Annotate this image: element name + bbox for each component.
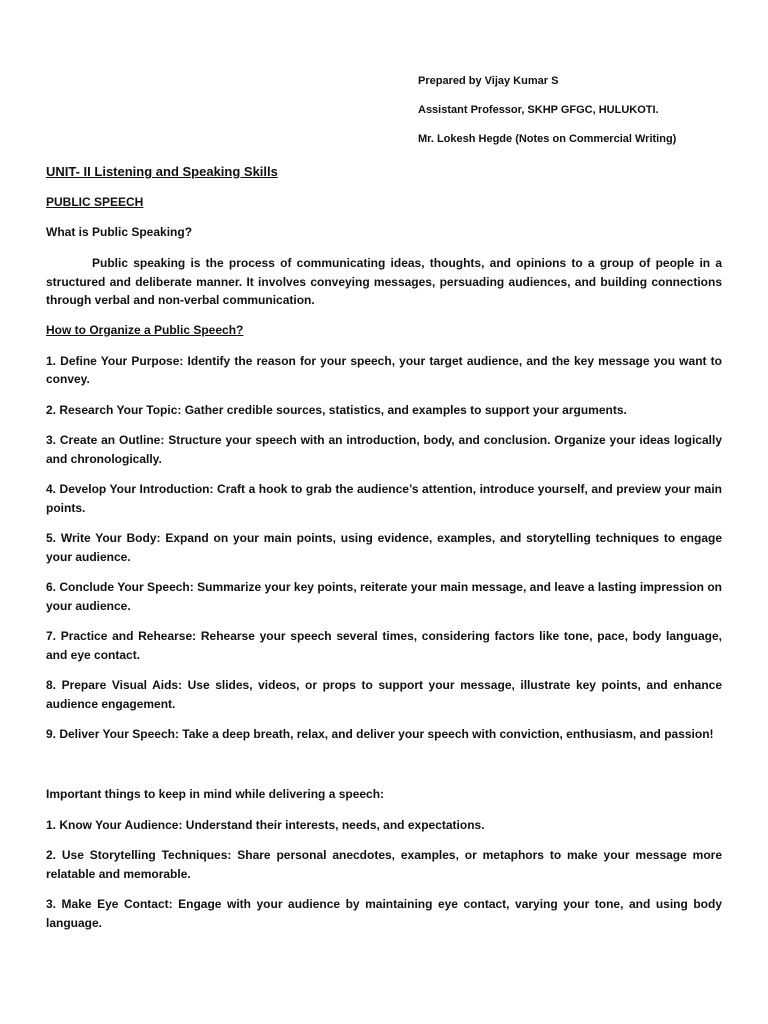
tip-item: 2. Use Storytelling Techniques: Share personal anecdotes, examples, or metaphors to make your message more relatable and memorable.	[46, 848, 722, 881]
organize-step: 1. Define Your Purpose: Identify the reason for your speech, your target audience, and the key message you want to convey.	[46, 353, 722, 386]
tips-heading: Important things to keep in mind while delivering a speech:	[46, 786, 385, 801]
organize-step: 5. Write Your Body: Expand on your main points, using evidence, examples, and storytelling techniques to engage your audience.	[46, 531, 722, 564]
section-spacer	[46, 756, 722, 786]
unit-title: UNIT- II Listening and Speaking Skills	[46, 164, 278, 179]
designation-line: Assistant Professor, SKHP GFGC, HULUKOTI.	[418, 104, 659, 116]
tip-item: 1. Know Your Audience: Understand their interests, needs, and expectations.	[46, 817, 485, 832]
question-heading: What is Public Speaking?	[46, 225, 193, 239]
notes-credit-line: Mr. Lokesh Hegde (Notes on Commercial Writing)	[418, 133, 677, 145]
organize-heading: How to Organize a Public Speech?	[46, 322, 244, 337]
organize-step: 4. Develop Your Introduction: Craft a hook to grab the audience’s attention, introduce yourself, and preview your main points.	[46, 482, 722, 515]
author-header	[418, 74, 748, 161]
tip-item: 3. Make Eye Contact: Engage with your audience by maintaining eye contact, varying your tone, and using body language.	[46, 897, 722, 930]
organize-step: 8. Prepare Visual Aids: Use slides, videos, or props to support your message, illustrate key points, and enhance audience engagement.	[46, 678, 722, 711]
prepared-by-line: Prepared by Vijay Kumar S	[418, 75, 559, 87]
section-title: PUBLIC SPEECH	[46, 195, 144, 209]
organize-step: 6. Conclude Your Speech: Summarize your key points, reiterate your main message, and leave a lasting impression on your audience.	[46, 580, 722, 613]
document-body	[46, 163, 722, 944]
organize-step: 9. Deliver Your Speech: Take a deep breath, relax, and deliver your speech with conviction, enthusiasm, and passion!	[46, 727, 714, 741]
organize-step: 2. Research Your Topic: Gather credible sources, statistics, and examples to support your arguments.	[46, 402, 627, 417]
organize-step: 7. Practice and Rehearse: Rehearse your speech several times, considering factors like tone, pace, body language, and eye contact.	[46, 629, 722, 662]
definition-paragraph: Public speaking is the process of communicating ideas, thoughts, and opinions to a group of people in a structured and deliberate manner. It involves conveying messages, persuading audiences, and building connections through verbal and non-verbal communication.	[46, 256, 722, 307]
organize-step: 3. Create an Outline: Structure your speech with an introduction, body, and conclusion. Organize your ideas logically and chronologically.	[46, 433, 722, 466]
